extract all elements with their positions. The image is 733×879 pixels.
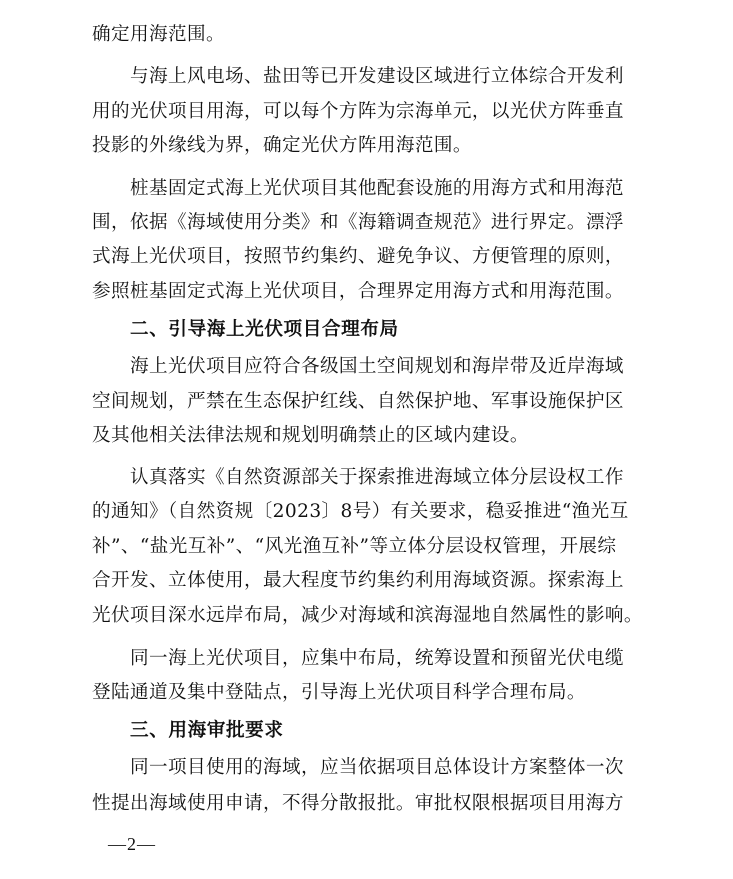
text-line: 确定用海范围。 [92,24,225,45]
text-line: 投影的外缘线为界，确定光伏方阵用海范围。 [92,135,472,156]
text-line: 空间规划，严禁在生态保护红线、自然保护地、军事设施保护区 [92,391,624,412]
text-line: 补”、“盐光互补”、“风光渔互补”等立体分层设权管理，开展综 [92,536,617,557]
text-line: 桩基固定式海上光伏项目其他配套设施的用海方式和用海范 [130,178,624,199]
text-line: 海上光伏项目应符合各级国土空间规划和海岸带及近岸海域 [130,356,624,377]
page-number: —2— [108,834,156,854]
text-line: 式海上光伏项目，按照节约集约、避免争议、方便管理的原则， [92,246,624,267]
text-line: 与海上风电场、盐田等已开发建设区域进行立体综合开发利 [130,66,624,87]
text-line: 合开发、立体使用，最大程度节约集约利用海域资源。探索海上 [92,570,624,591]
text-line: 及其他相关法律法规和规划明确禁止的区域内建设。 [92,425,529,446]
text-line: 光伏项目深水远岸布局，减少对海域和滨海湿地自然属性的影响。 [92,605,643,626]
text-line: 的通知》（自然资规〔2023〕8号）有关要求，稳妥推进“渔光互 [92,501,629,522]
text-line: 登陆通道及集中登陆点，引导海上光伏项目科学合理布局。 [92,682,586,703]
section-heading: 三、用海审批要求 [130,720,284,741]
text-line: 用的光伏项目用海，可以每个方阵为宗海单元，以光伏方阵垂直 [92,101,624,122]
text-line: 性提出海域使用申请，不得分散报批。审批权限根据项目用海方 [92,793,624,814]
text-line: 同一海上光伏项目，应集中布局，统筹设置和预留光伏电缆 [130,648,624,669]
text-line: 认真落实《自然资源部关于探索推进海域立体分层设权工作 [130,467,624,488]
section-heading: 二、引导海上光伏项目合理布局 [130,319,399,340]
text-line: 同一项目使用的海域，应当依据项目总体设计方案整体一次 [130,757,624,778]
text-line: 参照桩基固定式海上光伏项目，合理界定用海方式和用海范围。 [92,281,624,302]
text-line: 围，依据《海域使用分类》和《海籍调查规范》进行界定。漂浮 [92,212,624,233]
